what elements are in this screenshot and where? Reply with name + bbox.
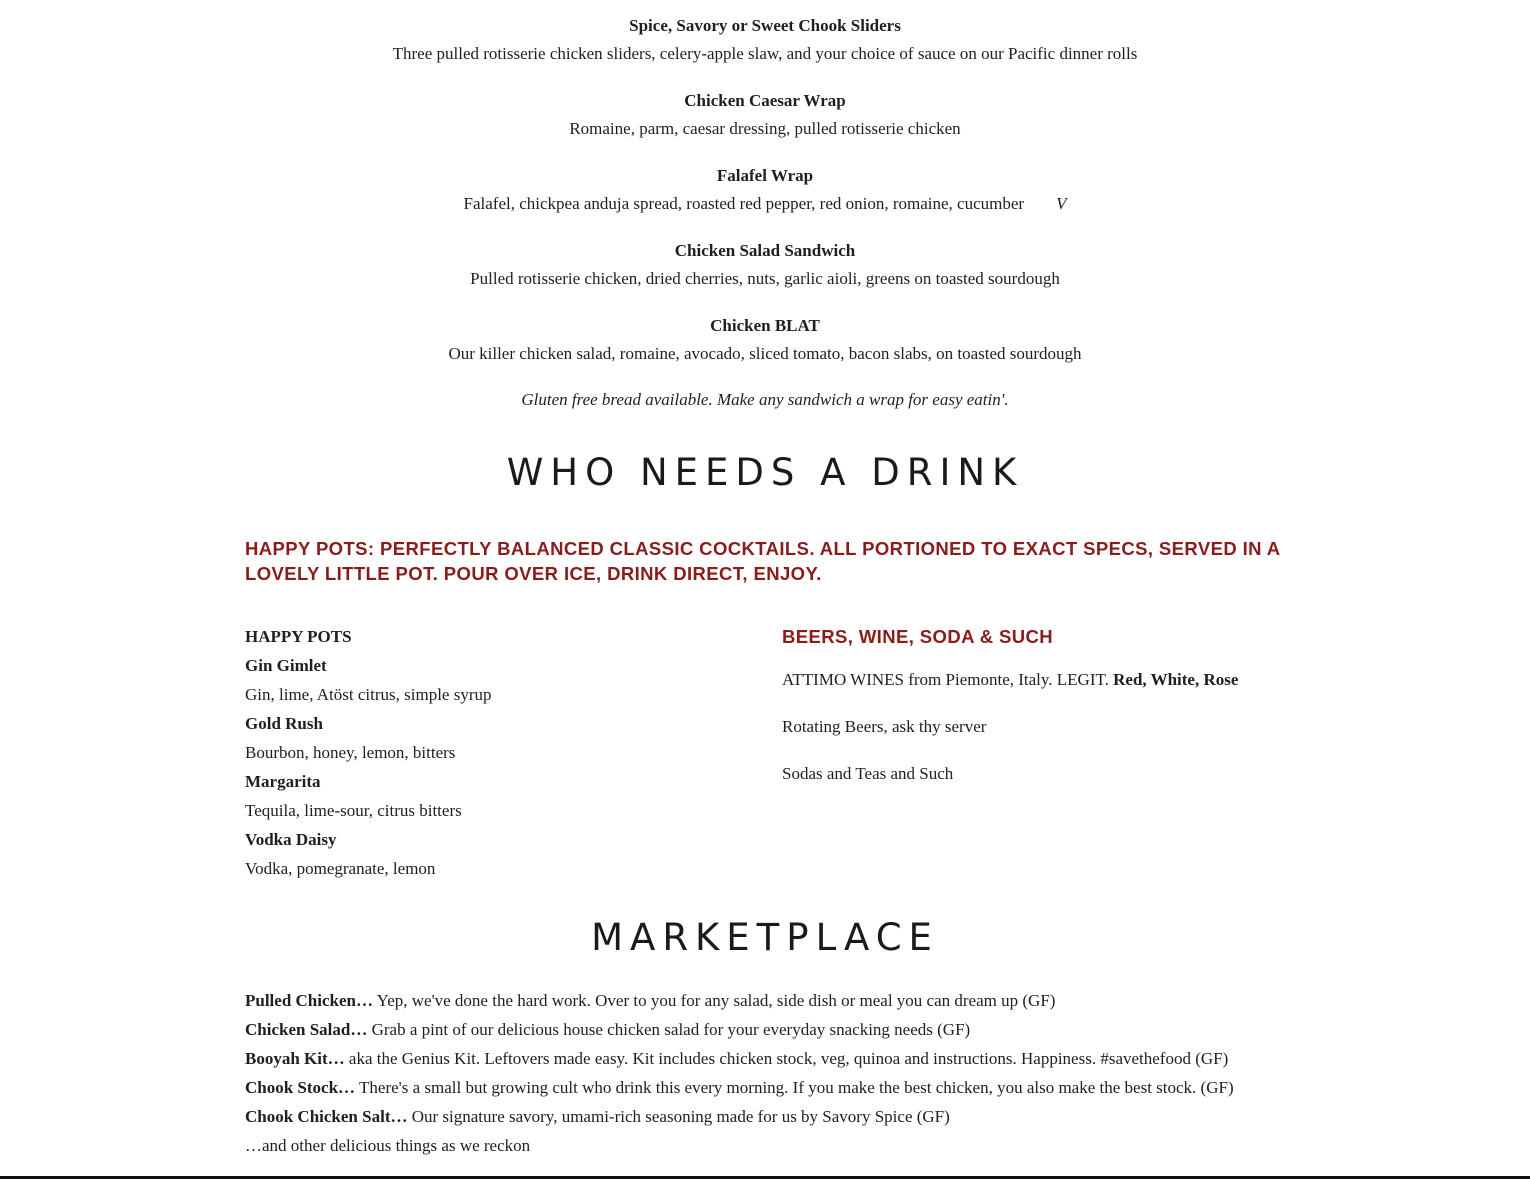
sodas-line: Sodas and Teas and Such <box>782 764 954 783</box>
menu-item-chicken-salad-sandwich <box>0 237 1530 293</box>
item-name: Chicken Caesar Wrap <box>684 91 846 110</box>
marketplace-list <box>245 986 1285 1160</box>
market-item-name: Booyah Kit… <box>245 1049 345 1068</box>
item-name: Chicken BLAT <box>710 316 820 335</box>
item-description: Our killer chicken salad, romaine, avocado, sliced tomato, bacon slabs, on toasted sourdough <box>448 344 1082 363</box>
item-name: Falafel Wrap <box>716 166 814 185</box>
market-item-description: There's a small but growing cult who drink this every morning. If you make the best chicken, you also make the best stock. (GF) <box>359 1078 1234 1097</box>
wine-line <box>782 665 1285 694</box>
beverages-heading: BEERS, WINE, SODA & SUCH <box>782 626 1054 647</box>
list-item <box>245 1015 1285 1044</box>
market-item-name: Chicken Salad… <box>245 1020 368 1039</box>
cocktail-description: Tequila, lime-sour, citrus bitters <box>245 801 462 820</box>
cocktail-name: Gold Rush <box>245 714 323 733</box>
market-item-name: Chook Stock… <box>245 1078 356 1097</box>
cocktail-description: Vodka, pomegranate, lemon <box>245 859 436 878</box>
list-item <box>245 986 1285 1015</box>
menu-item-chicken-blat <box>0 312 1530 368</box>
happy-pots-tagline: HAPPY POTS: PERFECTLY BALANCED CLASSIC COCKTAILS. ALL PORTIONED TO EXACT SPECS, SERVED IN A LOVELY LITTLE POT. POUR OVER ICE, DRINK DIRECT, ENJOY. <box>245 538 1280 584</box>
item-description: Romaine, parm, caesar dressing, pulled rotisserie chicken <box>569 119 961 138</box>
item-name: Chicken Salad Sandwich <box>674 241 856 260</box>
market-item-description: Yep, we've done the hard work. Over to you for any salad, side dish or meal you can dream up (GF) <box>376 991 1056 1010</box>
vegetarian-mark: V <box>1056 194 1067 213</box>
item-description: Three pulled rotisserie chicken sliders, celery-apple slaw, and your choice of sauce on our Pacific dinner rolls <box>392 44 1138 63</box>
cocktail-name: Gin Gimlet <box>245 656 327 675</box>
sandwich-list <box>0 0 1530 414</box>
list-item <box>245 1102 1285 1131</box>
sandwich-note: Gluten free bread available. Make any sandwich a wrap for easy eatin'. <box>521 390 1009 409</box>
wine-types: Red, White, Rose <box>1113 670 1239 689</box>
menu-item-caesar-wrap <box>0 87 1530 143</box>
market-item-description: aka the Genius Kit. Leftovers made easy. Kit includes chicken stock, veg, quinoa and instructions. Happiness. #savethefood (GF) <box>348 1049 1229 1068</box>
beers-line: Rotating Beers, ask thy server <box>782 717 987 736</box>
happy-pots-column <box>245 622 782 883</box>
item-description: Pulled rotisserie chicken, dried cherries, nuts, garlic aioli, greens on toasted sourdough <box>470 269 1060 288</box>
item-name: Spice, Savory or Sweet Chook Sliders <box>629 16 901 35</box>
marketplace-section-title: MARKETPLACE <box>591 916 939 959</box>
happy-pots-heading: HAPPY POTS <box>245 627 352 646</box>
list-item <box>245 1073 1285 1102</box>
wine-text: ATTIMO WINES from Piemonte, Italy. LEGIT. <box>782 670 1109 689</box>
market-item-description: Our signature savory, umami-rich seasoning made for us by Savory Spice (GF) <box>411 1107 950 1126</box>
cocktail-description: Bourbon, honey, lemon, bitters <box>245 743 456 762</box>
market-item-description: Grab a pint of our delicious house chicken salad for your everyday snacking needs (GF) <box>371 1020 971 1039</box>
cocktail-name: Margarita <box>245 772 321 791</box>
list-item <box>245 1044 1285 1073</box>
drinks-columns <box>245 622 1285 883</box>
item-description-row <box>0 190 1530 218</box>
menu-item-sliders <box>0 12 1530 68</box>
cocktail-description: Gin, lime, Atöst citrus, simple syrup <box>245 685 492 704</box>
marketplace-footer: …and other delicious things as we reckon <box>245 1136 531 1155</box>
drinks-section-title: WHO NEEDS A DRINK <box>506 451 1024 494</box>
market-item-name: Pulled Chicken… <box>245 991 373 1010</box>
cocktail-name: Vodka Daisy <box>245 830 337 849</box>
menu-item-falafel-wrap <box>0 162 1530 218</box>
beverages-column <box>782 622 1285 883</box>
market-item-name: Chook Chicken Salt… <box>245 1107 408 1126</box>
item-description: Falafel, chickpea anduja spread, roasted red pepper, red onion, romaine, cucumber <box>463 194 1025 213</box>
